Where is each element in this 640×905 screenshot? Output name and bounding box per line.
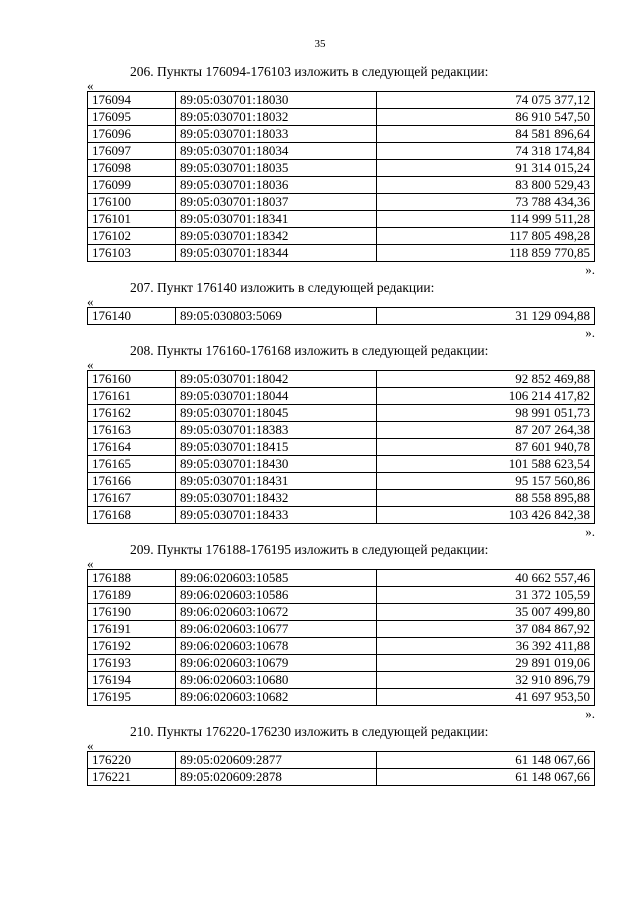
item-number-cell: 176164: [88, 439, 176, 456]
cadastral-value-cell: 95 157 560,86: [377, 473, 595, 490]
cadastral-number-cell: 89:05:030701:18034: [176, 143, 377, 160]
item-number-cell: 176103: [88, 245, 176, 262]
table-row: [88, 769, 595, 786]
cadastral-number-cell: 89:05:030701:18431: [176, 473, 377, 490]
table-row: [88, 422, 595, 439]
item-number-cell: 176188: [88, 570, 176, 587]
cadastral-value-cell: 91 314 015,24: [377, 160, 595, 177]
cadastral-number-cell: 89:06:020603:10585: [176, 570, 377, 587]
item-number-cell: 176168: [88, 507, 176, 524]
closing-quote: ».: [585, 524, 595, 539]
cadastral-value-cell: 73 788 434,36: [377, 194, 595, 211]
amendment-section: [87, 343, 595, 539]
item-number-cell: 176167: [88, 490, 176, 507]
item-number-cell: 176189: [88, 587, 176, 604]
cadastral-value-cell: 74 075 377,12: [377, 92, 595, 109]
item-number-cell: 176099: [88, 177, 176, 194]
closing-quote: ».: [585, 706, 595, 721]
cadastral-value-cell: 74 318 174,84: [377, 143, 595, 160]
cadastral-number-cell: 89:05:030701:18342: [176, 228, 377, 245]
table-row: [88, 570, 595, 587]
table-row: [88, 490, 595, 507]
opening-quote: «: [87, 357, 94, 372]
cadastral-number-cell: 89:06:020603:10678: [176, 638, 377, 655]
cadastral-value-cell: 61 148 067,66: [377, 769, 595, 786]
item-number-cell: 176162: [88, 405, 176, 422]
cadastral-value-cell: 87 207 264,38: [377, 422, 595, 439]
table-row: [88, 689, 595, 706]
item-number-cell: 176194: [88, 672, 176, 689]
item-number-cell: 176165: [88, 456, 176, 473]
table-row: [88, 126, 595, 143]
cadastral-value-cell: 35 007 499,80: [377, 604, 595, 621]
cadastral-table: [87, 751, 595, 786]
cadastral-table: [87, 569, 595, 706]
cadastral-number-cell: 89:05:030701:18035: [176, 160, 377, 177]
table-row: [88, 245, 595, 262]
cadastral-value-cell: 87 601 940,78: [377, 439, 595, 456]
table-row: [88, 672, 595, 689]
document-body: [87, 64, 595, 793]
section-heading: 210. Пункты 176220-176230 изложить в следующей редакции:: [130, 724, 489, 739]
cadastral-number-cell: 89:05:030701:18430: [176, 456, 377, 473]
table-row: [88, 211, 595, 228]
opening-quote: «: [87, 556, 94, 571]
cadastral-value-cell: 31 129 094,88: [377, 308, 595, 325]
item-number-cell: 176220: [88, 752, 176, 769]
cadastral-number-cell: 89:05:030701:18433: [176, 507, 377, 524]
item-number-cell: 176163: [88, 422, 176, 439]
table-row: [88, 621, 595, 638]
opening-quote: «: [87, 78, 94, 93]
cadastral-table: [87, 307, 595, 325]
cadastral-number-cell: 89:05:020609:2878: [176, 769, 377, 786]
cadastral-value-cell: 86 910 547,50: [377, 109, 595, 126]
table-row: [88, 638, 595, 655]
cadastral-value-cell: 103 426 842,38: [377, 507, 595, 524]
table-row: [88, 752, 595, 769]
item-number-cell: 176190: [88, 604, 176, 621]
cadastral-number-cell: 89:05:030701:18042: [176, 371, 377, 388]
table-row: [88, 388, 595, 405]
item-number-cell: 176098: [88, 160, 176, 177]
opening-quote: «: [87, 294, 94, 309]
cadastral-number-cell: 89:05:030701:18033: [176, 126, 377, 143]
cadastral-value-cell: 41 697 953,50: [377, 689, 595, 706]
cadastral-value-cell: 84 581 896,64: [377, 126, 595, 143]
cadastral-number-cell: 89:06:020603:10586: [176, 587, 377, 604]
cadastral-number-cell: 89:06:020603:10682: [176, 689, 377, 706]
item-number-cell: 176160: [88, 371, 176, 388]
cadastral-number-cell: 89:05:030701:18036: [176, 177, 377, 194]
cadastral-number-cell: 89:05:030701:18432: [176, 490, 377, 507]
amendment-section: [87, 64, 595, 277]
cadastral-number-cell: 89:05:030701:18415: [176, 439, 377, 456]
cadastral-value-cell: 101 588 623,54: [377, 456, 595, 473]
item-number-cell: 176166: [88, 473, 176, 490]
table-row: [88, 655, 595, 672]
table-row: [88, 456, 595, 473]
table-row: [88, 308, 595, 325]
item-number-cell: 176191: [88, 621, 176, 638]
table-row: [88, 604, 595, 621]
cadastral-number-cell: 89:05:030701:18037: [176, 194, 377, 211]
cadastral-value-cell: 61 148 067,66: [377, 752, 595, 769]
section-heading: 207. Пункт 176140 изложить в следующей редакции:: [130, 280, 435, 295]
cadastral-value-cell: 118 859 770,85: [377, 245, 595, 262]
cadastral-number-cell: 89:05:030701:18044: [176, 388, 377, 405]
table-row: [88, 587, 595, 604]
item-number-cell: 176097: [88, 143, 176, 160]
cadastral-number-cell: 89:05:030701:18045: [176, 405, 377, 422]
item-number-cell: 176100: [88, 194, 176, 211]
cadastral-value-cell: 92 852 469,88: [377, 371, 595, 388]
cadastral-number-cell: 89:05:030701:18032: [176, 109, 377, 126]
cadastral-number-cell: 89:06:020603:10680: [176, 672, 377, 689]
item-number-cell: 176195: [88, 689, 176, 706]
table-row: [88, 507, 595, 524]
cadastral-value-cell: 36 392 411,88: [377, 638, 595, 655]
cadastral-value-cell: 29 891 019,06: [377, 655, 595, 672]
cadastral-value-cell: 114 999 511,28: [377, 211, 595, 228]
cadastral-number-cell: 89:05:030701:18383: [176, 422, 377, 439]
cadastral-number-cell: 89:05:030701:18030: [176, 92, 377, 109]
cadastral-number-cell: 89:05:020609:2877: [176, 752, 377, 769]
item-number-cell: 176102: [88, 228, 176, 245]
cadastral-value-cell: 40 662 557,46: [377, 570, 595, 587]
table-row: [88, 405, 595, 422]
closing-quote: ».: [585, 325, 595, 340]
cadastral-value-cell: 106 214 417,82: [377, 388, 595, 405]
table-row: [88, 160, 595, 177]
page-number: 35: [314, 38, 326, 50]
table-row: [88, 194, 595, 211]
amendment-section: [87, 280, 595, 340]
item-number-cell: 176095: [88, 109, 176, 126]
item-number-cell: 176094: [88, 92, 176, 109]
item-number-cell: 176221: [88, 769, 176, 786]
item-number-cell: 176192: [88, 638, 176, 655]
item-number-cell: 176096: [88, 126, 176, 143]
cadastral-number-cell: 89:05:030701:18344: [176, 245, 377, 262]
cadastral-value-cell: 98 991 051,73: [377, 405, 595, 422]
cadastral-number-cell: 89:06:020603:10672: [176, 604, 377, 621]
table-row: [88, 143, 595, 160]
table-row: [88, 371, 595, 388]
table-row: [88, 177, 595, 194]
cadastral-value-cell: 83 800 529,43: [377, 177, 595, 194]
opening-quote: «: [87, 738, 94, 753]
cadastral-value-cell: 37 084 867,92: [377, 621, 595, 638]
table-row: [88, 439, 595, 456]
amendment-section: [87, 724, 595, 793]
table-row: [88, 92, 595, 109]
cadastral-value-cell: 117 805 498,28: [377, 228, 595, 245]
table-row: [88, 228, 595, 245]
cadastral-number-cell: 89:06:020603:10677: [176, 621, 377, 638]
table-row: [88, 473, 595, 490]
item-number-cell: 176101: [88, 211, 176, 228]
cadastral-number-cell: 89:06:020603:10679: [176, 655, 377, 672]
cadastral-number-cell: 89:05:030803:5069: [176, 308, 377, 325]
cadastral-table: [87, 91, 595, 262]
cadastral-table: [87, 370, 595, 524]
item-number-cell: 176140: [88, 308, 176, 325]
closing-quote: ».: [585, 262, 595, 277]
item-number-cell: 176193: [88, 655, 176, 672]
section-heading: 208. Пункты 176160-176168 изложить в следующей редакции:: [130, 343, 489, 358]
section-heading: 206. Пункты 176094-176103 изложить в следующей редакции:: [130, 64, 489, 79]
item-number-cell: 176161: [88, 388, 176, 405]
cadastral-value-cell: 31 372 105,59: [377, 587, 595, 604]
cadastral-value-cell: 32 910 896,79: [377, 672, 595, 689]
section-heading: 209. Пункты 176188-176195 изложить в следующей редакции:: [130, 542, 489, 557]
cadastral-number-cell: 89:05:030701:18341: [176, 211, 377, 228]
cadastral-value-cell: 88 558 895,88: [377, 490, 595, 507]
table-row: [88, 109, 595, 126]
amendment-section: [87, 542, 595, 721]
